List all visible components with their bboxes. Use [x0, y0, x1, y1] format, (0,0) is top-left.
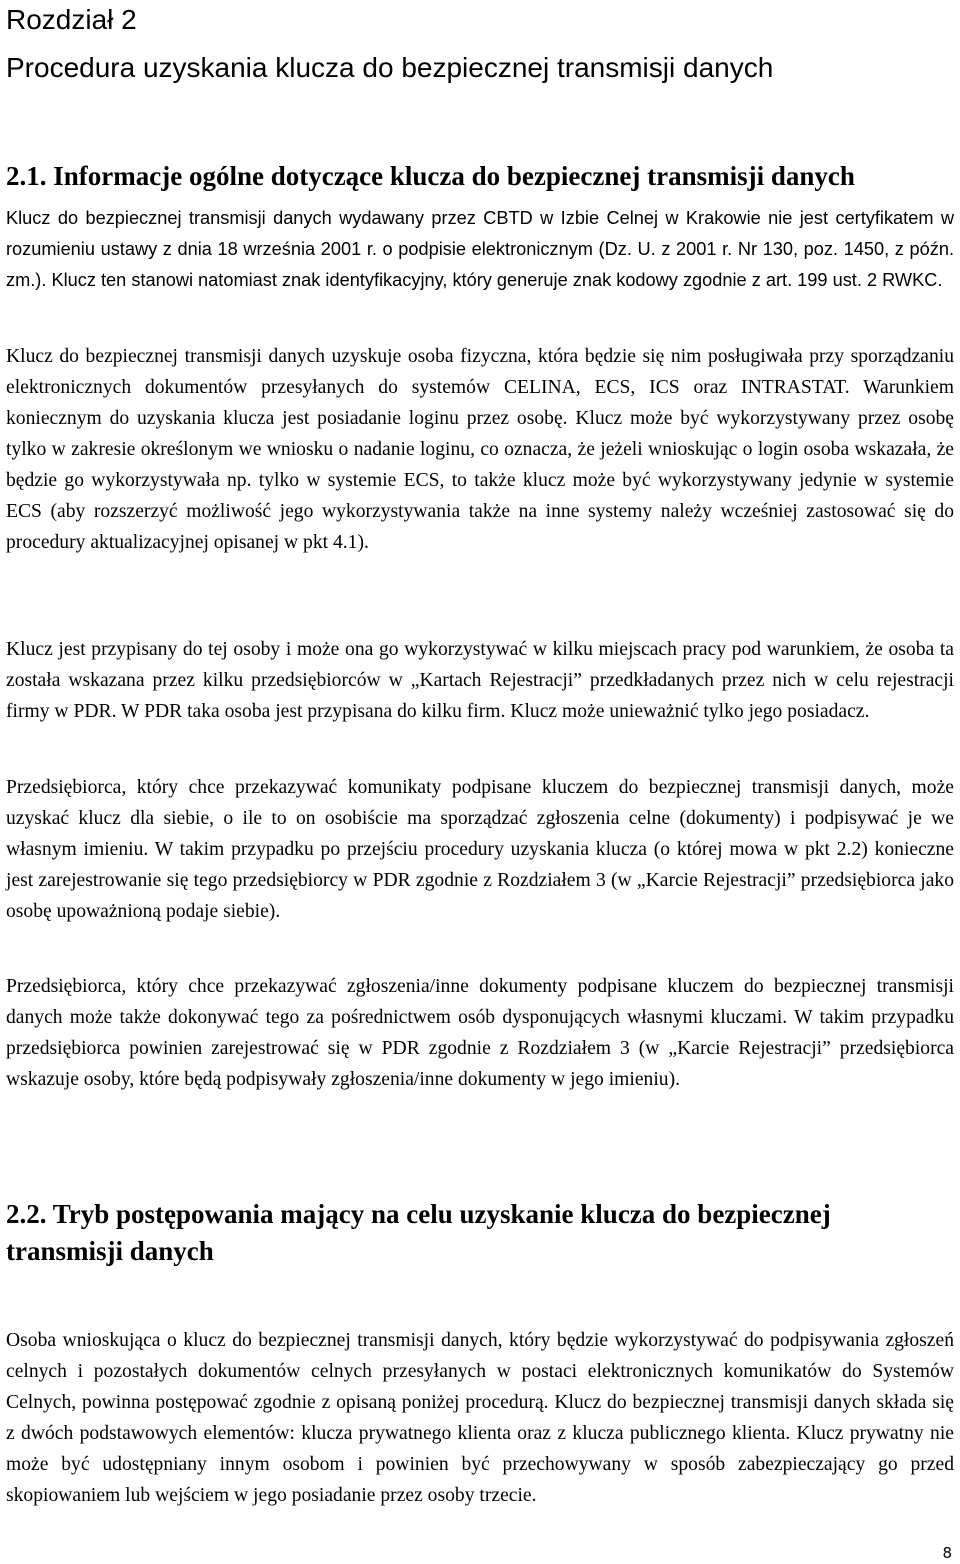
- section-2-2-heading: 2.2. Tryb postępowania mający na celu uzyskanie klucza do bezpiecznej transmisji danych: [6, 1199, 831, 1266]
- paragraph: Przedsiębiorca, który chce przekazywać zgłoszenia/inne dokumenty podpisane kluczem do bezpiecznej transmisji danych może także dokonywać tego za pośrednictwem osób dysponujących własnymi kluczami. W takim przypadku przedsiębiorca powinien zarejestrować się w PDR zgodnie z Rozdziałem 3 (w „Karcie Rejestracji” przedsiębiorca wskazuje osoby, które będą podpisywały zgłoszenia/inne dokumenty w jego imieniu).: [6, 976, 954, 1090]
- paragraph: Przedsiębiorca, który chce przekazywać komunikaty podpisane kluczem do bezpiecznej transmisji danych, może uzyskać klucz dla siebie, o ile to on osobiście ma sporządzać zgłoszenia celne (dokumenty) i podpisywać je we własnym imieniu. W takim przypadku po przejściu procedury uzyskania klucza (o której mowa w pkt 2.2) konieczne jest zarejestrowanie się tego przedsiębiorcy w PDR zgodnie z Rozdziałem 3 (w „Karcie Rejestracji” przedsiębiorca jako osobę upoważnioną podaje siebie).: [6, 777, 954, 922]
- page-number: 8: [942, 1544, 952, 1562]
- chapter-label: Rozdział 2: [6, 4, 137, 35]
- section-2-1-heading: 2.1. Informacje ogólne dotyczące klucza do bezpiecznej transmisji danych: [6, 161, 855, 191]
- paragraph: Klucz do bezpiecznej transmisji danych uzyskuje osoba fizyczna, która będzie się nim posługiwała przy sporządzaniu elektronicznych dokumentów przesyłanych do systemów CELINA, ECS, ICS oraz INTRASTAT. Warunkiem koniecznym do uzyskania klucza jest posiadanie loginu przez osobę. Klucz może być wykorzystywany przez osobę tylko w zakresie określonym we wniosku o nadanie loginu, co oznacza, że jeżeli wnioskując o login osoba wskazała, że będzie go wykorzystywała np. tylko w systemie ECS, to także klucz może być wykorzystywany jedynie w systemie ECS (aby rozszerzyć możliwość jego wykorzystywania także na inne systemy należy wcześniej zastosować się do procedury aktualizacyjnej opisanej w pkt 4.1).: [6, 346, 954, 553]
- paragraph: Osoba wnioskująca o klucz do bezpiecznej transmisji danych, który będzie wykorzystywać do podpisywania zgłoszeń celnych i pozostałych dokumentów celnych przesyłanych w postaci elektronicznych komunikatów do Systemów Celnych, powinna postępować zgodnie z opisaną poniżej procedurą. Klucz do bezpiecznej transmisji danych składa się z dwóch podstawowych elementów: klucza prywatnego klienta oraz z klucza publicznego klienta. Klucz prywatny nie może być udostępniany innym osobom i powinien być przechowywany w sposób zabezpieczający go przed skopiowaniem lub wejściem w jego posiadanie przez osoby trzecie.: [6, 1330, 954, 1506]
- paragraph: Klucz jest przypisany do tej osoby i może ona go wykorzystywać w kilku miejscach pracy pod warunkiem, że osoba ta została wskazana przez kilku przedsiębiorców w „Kartach Rejestracji” przedkładanych przez nich w celu rejestracji firmy w PDR. W PDR taka osoba jest przypisana do kilku firm. Klucz może unieważnić tylko jego posiadacz.: [6, 639, 954, 722]
- chapter-title: Procedura uzyskania klucza do bezpiecznej transmisji danych: [6, 52, 774, 83]
- paragraph: Klucz do bezpiecznej transmisji danych wydawany przez CBTD w Izbie Celnej w Krakowie nie jest certyfikatem w rozumieniu ustawy z dnia 18 września 2001 r. o podpisie elektronicznym (Dz. U. z 2001 r. Nr 130, poz. 1450, z późn. zm.). Klucz ten stanowi natomiast znak identyfikacyjny, który generuje znak kodowy zgodnie z art. 199 ust. 2 RWKC.: [6, 208, 954, 290]
